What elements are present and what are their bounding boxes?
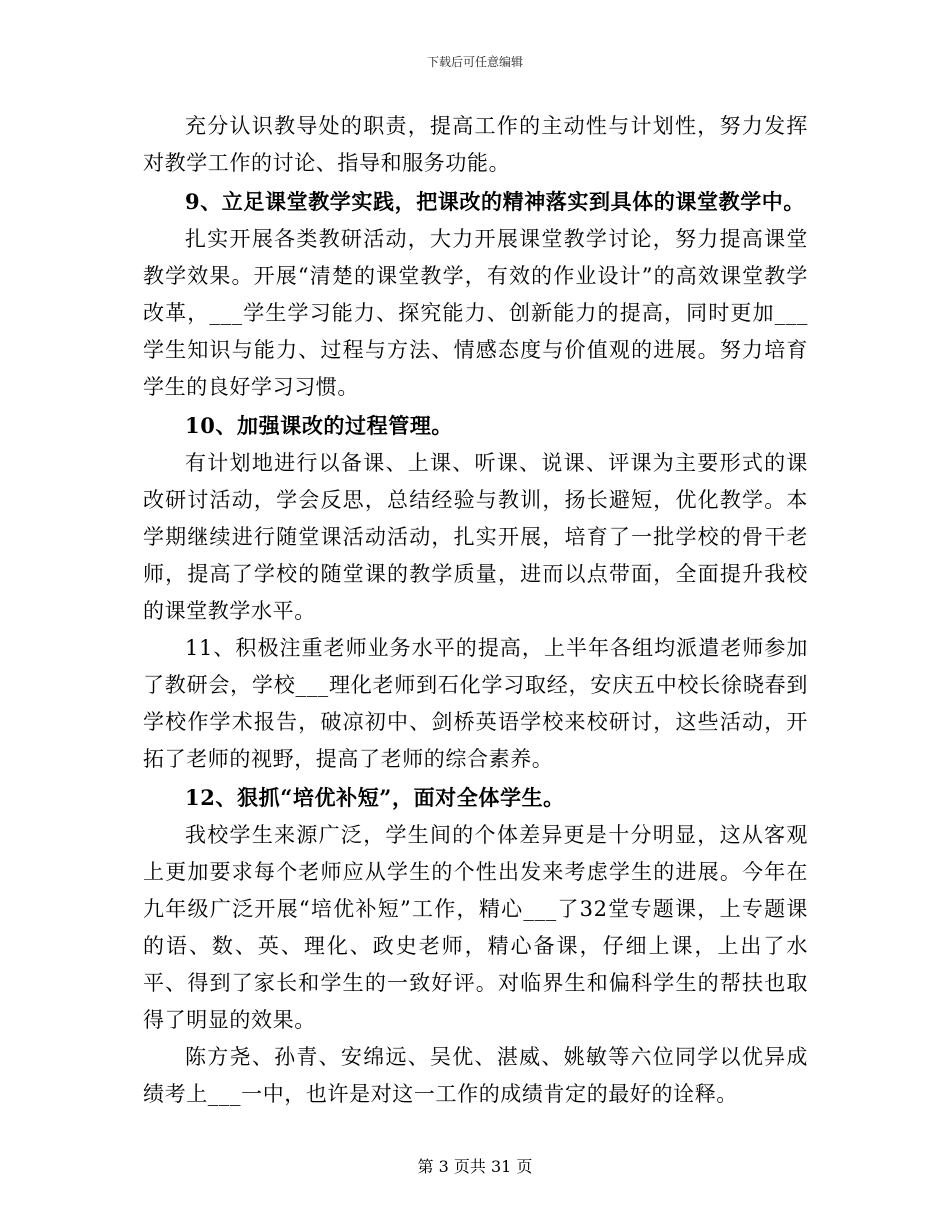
section-heading: 9、立足课堂教学实践，把课改的精神落实到具体的课堂教学中。 [185,189,806,214]
paragraph: 有计划地进行以备课、上课、听课、说课、评课为主要形式的课改研讨活动，学会反思，总结经验与教训，扬长避短，优化教学。本学期继续进行随堂课活动活动，扎实开展，培育了一批学校的骨干老师，提高了学校的随堂课的教学质量，进而以点带面，全面提升我校的课堂教学水平。 [143,451,808,623]
page-number-footer: 第 3 页共 31 页 [417,1157,533,1176]
paragraph: 充分认识教导处的职责，提高工作的主动性与计划性，努力发挥对教学工作的讨论、指导和服务功能。 [143,114,808,175]
document-body [143,108,808,1113]
paragraph: 11、积极注重老师业务水平的提高，上半年各组均派遣老师参加了教研会，学校___理化老师到石化学习取经，安庆五中校长徐晓春到学校作学术报告，破凉初中、剑桥英语学校来校研讨，这些活动，开拓了老师的视野，提高了老师的综合素养。 [143,636,808,771]
section-heading: 10、加强课改的过程管理。 [185,413,454,438]
section-heading: 12、狠抓“培优补短”，面对全体学生。 [185,785,565,810]
page-header: 下载后可任意编辑 [426,55,523,69]
paragraph: 扎实开展各类教研活动，大力开展课堂教学讨论，努力提高课堂教学效果。开展“清楚的课堂教学，有效的作业设计”的高效课堂教学改革，___学生学习能力、探究能力、创新能力的提高，同时更加___学生知识与能力、过程与方法、情感态度与价值观的进展。努力培育学生的良好学习习惯。 [143,227,808,399]
paragraph: 我校学生来源广泛，学生间的个体差异更是十分明显，这从客观上更加要求每个老师应从学生的个性出发来考虑学生的进展。今年在九年级广泛开展“培优补短”工作，精心___了32堂专题课，上专题课的语、数、英、理化、政史老师，精心备课，仔细上课，上出了水平、得到了家长和学生的一致好评。对临界生和偏科学生的帮扶也取得了明显的效果。 [143,823,808,1032]
paragraph: 陈方尧、孙青、安绵远、吴优、湛威、姚敏等六位同学以优异成绩考上___一中，也许是对这一工作的成绩肯定的最好的诠释。 [143,1045,808,1106]
